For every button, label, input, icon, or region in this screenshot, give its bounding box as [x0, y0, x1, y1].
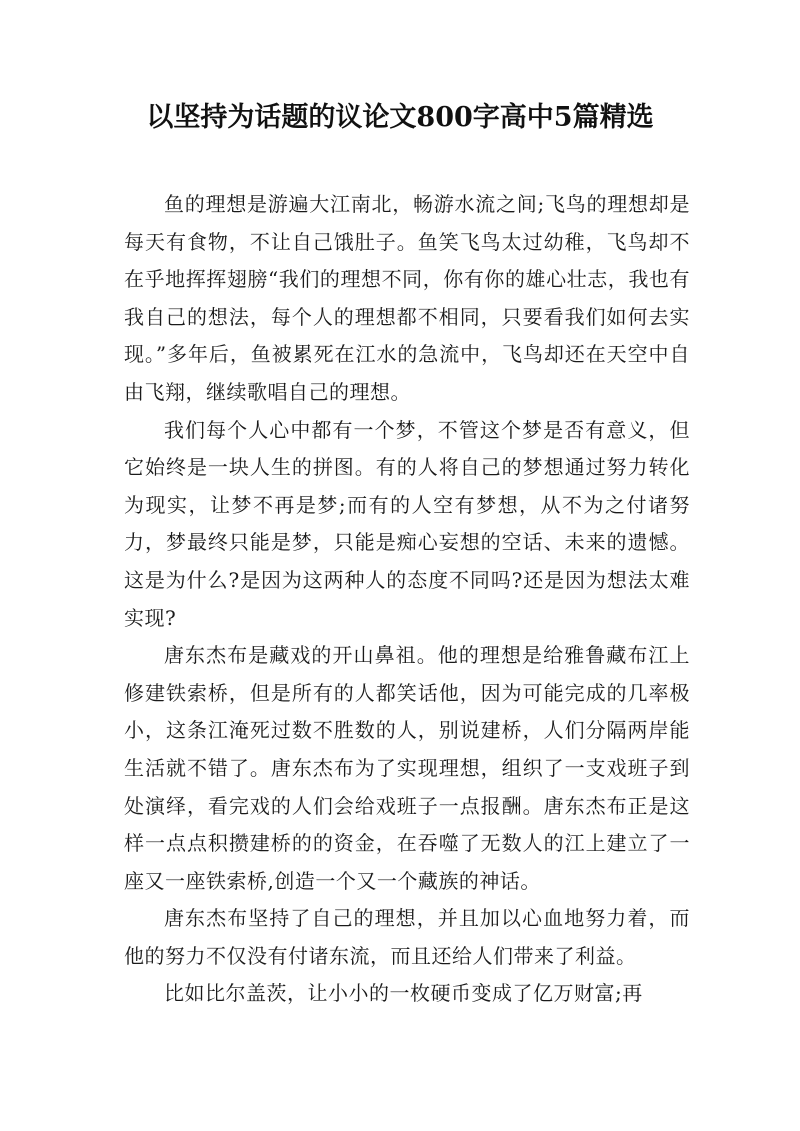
paragraph-bill-gates: 比如比尔盖茨，让小小的一枚硬币变成了亿万财富;再	[164, 981, 643, 1006]
paragraph-tangtong-gyalpo: 唐东杰布是藏戏的开山鼻祖。他的理想是给雅鲁藏布江上修建铁索桥，但是所有的人都笑话他，因为可能完成的几率极小，这条江淹死过数不胜数的人，别说建桥，人们分隔两岸能生活就不错了。唐东杰布为了实现理想，组织了一支戏班子到处演绎，看完戏的人们会给戏班子一点报酬。唐东杰布正是这样一点点积攒建桥的的资金，在吞噬了无数人的江上建立了一座又一座铁索桥,创造一个又一个藏族的神话。	[124, 643, 690, 893]
paragraph-persistence: 唐东杰布坚持了自己的理想，并且加以心血地努力着，而他的努力不仅没有付诸东流，而且还给人们带来了利益。	[124, 906, 690, 968]
paragraph-dream: 我们每个人心中都有一个梦，不管这个梦是否有意义，但它始终是一块人生的拼图。有的人将自己的梦想通过努力转化为现实，让梦不再是梦;而有的人空有梦想，从不为之付诸努力，梦最终只能是梦，只能是痴心妄想的空话、未来的遗憾。这是为什么?是因为这两种人的态度不同吗?还是因为想法太难实现?	[124, 417, 690, 630]
document-body	[124, 186, 690, 1013]
paragraph-fish-bird: 鱼的理想是游遍大江南北，畅游水流之间;飞鸟的理想却是每天有食物，不让自己饿肚子。鱼笑飞鸟太过幼稚，飞鸟却不在乎地挥挥翅膀“我们的理想不同，你有你的雄心壮志，我也有我自己的想法，每个人的理想都不相同，只要看我们如何去实现。”多年后，鱼被累死在江水的急流中，飞鸟却还在天空中自由飞翔，继续歌唱自己的理想。	[124, 192, 690, 404]
document-title: 以坚持为话题的议论文800字高中5篇精选	[146, 102, 654, 133]
